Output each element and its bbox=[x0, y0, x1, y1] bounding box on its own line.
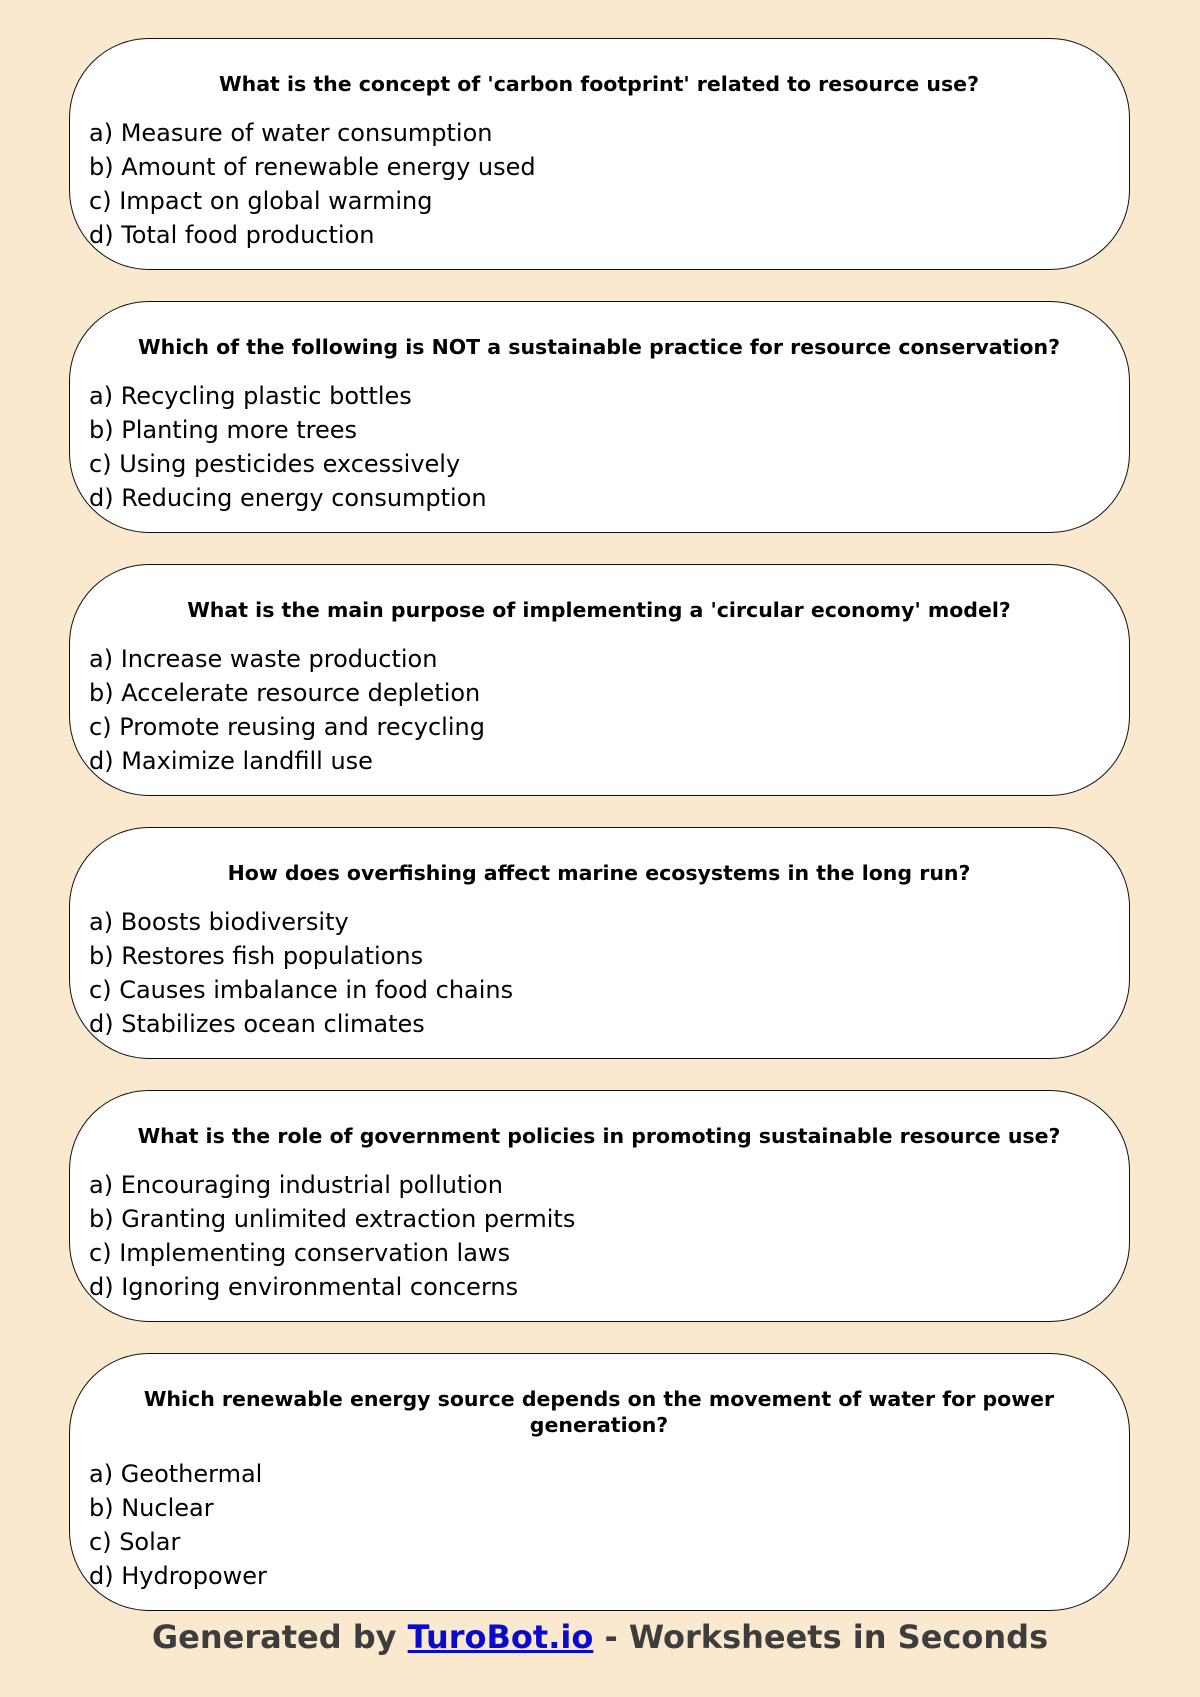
question-card-6 bbox=[69, 1353, 1130, 1611]
option-a: a) Increase waste production bbox=[89, 645, 438, 673]
option-b: b) Restores fish populations bbox=[89, 942, 424, 970]
option-c: c) Using pesticides excessively bbox=[89, 450, 461, 478]
question-card-3 bbox=[69, 564, 1130, 796]
question-card-4 bbox=[69, 827, 1130, 1059]
question-text: How does overfishing affect marine ecosystems in the long run? bbox=[227, 861, 971, 885]
option-a: a) Boosts biodiversity bbox=[89, 908, 349, 936]
question-text: Which renewable energy source depends on the movement of water for power generation? bbox=[143, 1387, 1055, 1437]
option-b: b) Amount of renewable energy used bbox=[89, 153, 536, 181]
question-card-2 bbox=[69, 301, 1130, 533]
options-list bbox=[89, 642, 1109, 778]
option-d: d) Maximize landfill use bbox=[89, 747, 373, 775]
option-c: c) Impact on global warming bbox=[89, 187, 433, 215]
option-d: d) Total food production bbox=[89, 221, 375, 249]
question-text: Which of the following is NOT a sustainable practice for resource conservation? bbox=[138, 335, 1060, 359]
options-list bbox=[89, 379, 1109, 515]
question-card-1 bbox=[69, 38, 1130, 270]
option-c: c) Solar bbox=[89, 1528, 181, 1556]
options-list bbox=[89, 1168, 1109, 1304]
option-c: c) Promote reusing and recycling bbox=[89, 713, 485, 741]
option-b: b) Nuclear bbox=[89, 1494, 214, 1522]
question-text: What is the main purpose of implementing a 'circular economy' model? bbox=[187, 598, 1011, 622]
options-list bbox=[89, 1457, 1109, 1593]
option-b: b) Granting unlimited extraction permits bbox=[89, 1205, 576, 1233]
option-a: a) Encouraging industrial pollution bbox=[89, 1171, 503, 1199]
option-b: b) Accelerate resource depletion bbox=[89, 679, 481, 707]
footer-suffix: - Worksheets in Seconds bbox=[593, 1618, 1049, 1656]
footer-prefix: Generated by bbox=[151, 1618, 408, 1656]
option-d: d) Hydropower bbox=[89, 1562, 267, 1590]
options-list bbox=[89, 905, 1109, 1041]
option-a: a) Recycling plastic bottles bbox=[89, 382, 412, 410]
question-text: What is the role of government policies in promoting sustainable resource use? bbox=[137, 1124, 1061, 1148]
footer-credit bbox=[0, 1617, 1200, 1657]
turobot-link[interactable]: TuroBot.io bbox=[407, 1618, 594, 1656]
option-d: d) Stabilizes ocean climates bbox=[89, 1010, 425, 1038]
option-c: c) Causes imbalance in food chains bbox=[89, 976, 514, 1004]
option-a: a) Measure of water consumption bbox=[89, 119, 493, 147]
option-a: a) Geothermal bbox=[89, 1460, 263, 1488]
options-list bbox=[89, 116, 1109, 252]
option-c: c) Implementing conservation laws bbox=[89, 1239, 511, 1267]
option-d: d) Ignoring environmental concerns bbox=[89, 1273, 519, 1301]
question-text: What is the concept of 'carbon footprint' related to resource use? bbox=[219, 72, 979, 96]
question-card-5 bbox=[69, 1090, 1130, 1322]
option-d: d) Reducing energy consumption bbox=[89, 484, 487, 512]
option-b: b) Planting more trees bbox=[89, 416, 358, 444]
